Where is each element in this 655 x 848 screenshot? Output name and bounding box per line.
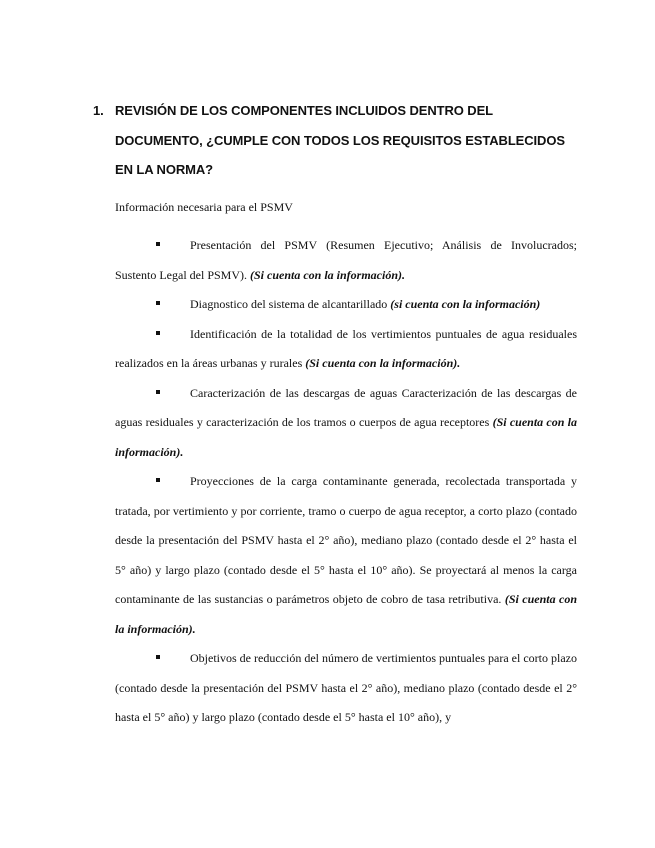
intro-text: Información necesaria para el PSMV [115,200,293,214]
heading-line-3: EN LA NORMA? [115,162,213,177]
item-status: (Si cuenta con la información). [115,415,578,459]
square-bullet-icon [156,242,160,246]
item-status: (Si cuenta con la información). [115,592,578,636]
section-heading [93,96,593,185]
list-item [115,379,577,468]
requirements-list [115,231,577,733]
list-item [115,231,577,290]
square-bullet-icon [156,478,160,482]
item-status: (Si cuenta con la información). [305,356,461,370]
square-bullet-icon [156,331,160,335]
item-text: Presentación del PSMV (Resumen Ejecutivo; Análisis de Involucrados; Sustento Legal del PSMV). [115,238,577,282]
item-text: Diagnostico del sistema de alcantarillado [190,297,388,311]
section-number: 1. [93,103,104,118]
square-bullet-icon [156,655,160,659]
heading-line-1: REVISIÓN DE LOS COMPONENTES INCLUIDOS DENTRO DEL [115,103,494,118]
list-item [115,467,577,644]
item-text: Objetivos de reducción del número de vertimientos puntuales para el corto plazo (contado desde la presentación del PSMV hasta el 2° año), mediano plazo (contado desde el 2° hasta el 5° año) y largo plazo (contado desde el 5° hasta el 10° año), y [115,651,577,724]
heading-line-2: DOCUMENTO, ¿CUMPLE CON TODOS LOS REQUISITOS ESTABLECIDOS [115,132,565,148]
list-item [115,290,577,320]
square-bullet-icon [156,301,160,305]
list-item [115,320,577,379]
item-text: Proyecciones de la carga contaminante generada, recolectada transportada y tratada, por vertimiento y por corriente, tramo o cuerpo de agua receptor, a corto plazo (contado desde la presentación del PSMV hasta el 2° año), mediano plazo (contado desde el 2° hasta el 5° año) y largo plazo (contado desde el 5° hasta el 10° año). Se proyectará al menos la carga contaminante de las sustancias o parámetros objeto de cobro de tasa retributiva. [115,474,577,606]
square-bullet-icon [156,390,160,394]
item-text: Identificación de la totalidad de los vertimientos puntuales de agua residuales realizados en la áreas urbanas y rurales [115,326,577,370]
item-text: Caracterización de las descargas de aguas Caracterización de las descargas de aguas residuales y caracterización de los tramos o cuerpos de agua receptores [115,385,577,429]
item-status: (si cuenta con la información) [390,297,541,311]
item-status: (Si cuenta con la información). [250,267,406,282]
list-item [115,644,577,733]
